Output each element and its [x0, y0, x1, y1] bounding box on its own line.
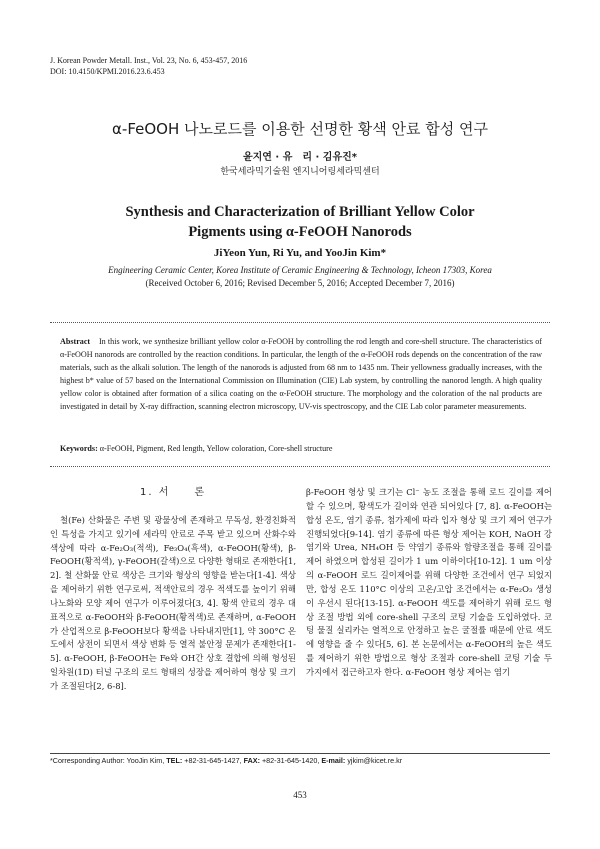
- keywords-label: Keywords:: [60, 444, 98, 453]
- tel-label: TEL:: [166, 756, 183, 765]
- title-english-line-1: Synthesis and Characterization of Brilliant Yellow Color: [125, 204, 475, 220]
- body-paragraph-left: 철(Fe) 산화물은 주변 및 광물상에 존재하고 무독성, 환경친화적인 특성을 가지고 있기에 세라믹 안료로 주목 받고 있으며 산화수와 색상에 따라 α-Fe₂O₃(적색), Fe₃O₄(흑색), α-FeOOH(황색), β-FeOOH(황적색), γ-FeOOH(갈색)으로 다양한 형태로 존재한다[1, 2]. 철 산화물 안료 색상은 크기와 형상의 영향을 받는다[1-4]. 색상을 제어하기 위한 연구로써, 적색안료의 경우 적색도를 높이기 위해 나노화와 모양 제어 연구가 이루어졌다[3, 4]. 황색 안료의 경우 대표적으로 α-FeOOH와 β-FeOOH(황적색)로 존재하며, α-FeOOH가 산업적으로 β-FeOOH보다 황색을 나타내지만[1], 약 300°C 온도에서 상전이 되면서 색상 변화 등 열적 불안정 문제가 존재한다[1-5]. α-FeOOH, β-FeOOH는 Fe와 OH간 상호 결합에 의해 형성된 일차원(1D) 터널 구조의 로드 형태의 성장을 제어하여 형상 및 크기가 조절된다[2, 6-8].: [50, 514, 296, 691]
- abstract-label: Abstract: [60, 337, 91, 346]
- authors-korean: 윤지연 · 유 리 · 김유진*: [242, 152, 358, 163]
- keywords-text: α-FeOOH, Pigment, Red length, Yellow coloration, Core-shell structure: [99, 444, 333, 453]
- title-english: [0, 202, 600, 242]
- corresponding-author-footnote: [50, 756, 402, 765]
- title-english-line-2: Pigments using α-FeOOH Nanorods: [188, 224, 412, 240]
- authors-english: JiYeon Yun, Ri Yu, and YooJin Kim*: [213, 247, 387, 259]
- journal-doi: DOI: 10.4150/KPMI.2016.23.6.453: [50, 67, 165, 76]
- journal-citation: J. Korean Powder Metall. Inst., Vol. 23, No. 6, 453-457, 2016: [50, 56, 248, 65]
- divider-top: [50, 322, 550, 323]
- received-dates: (Received October 6, 2016; Revised December 5, 2016; Accepted December 7, 2016): [145, 278, 455, 288]
- page-number: 453: [293, 790, 307, 800]
- email-label: E-mail:: [321, 756, 346, 765]
- fax-label: FAX:: [243, 756, 260, 765]
- tel-value: +82-31-645-1427,: [184, 756, 242, 765]
- abstract: [60, 336, 542, 413]
- title-korean: α-FeOOH 나노로드를 이용한 선명한 황색 안료 합성 연구: [112, 120, 488, 138]
- affiliation-english: Engineering Ceramic Center, Korea Institute of Ceramic Engineering & Technology, Icheon 17303, Korea: [108, 265, 492, 275]
- body-paragraph-right: β-FeOOH 형상 및 크기는 Cl⁻ 농도 조절을 통해 로드 길이를 제어할 수 있으며, 황색도가 길이와 연관 되어있다 [7, 8]. α-FeOOH는 합성 온도, 염기 종류, 첨가제에 따라 입자 형상 및 크기 제어 연구가 진행되었다[9-14]. 염기 종류에 따른 형상 제어는 KOH, NaOH 강염기와 Urea, NH₄OH 등 약염기 종류와 함량조절을 통해 길이를 제어 하였으며 합성된 길이가 1 um 이하이다[10-12]. 1 um 이상의 α-FeOOH 로드 길이제어를 위해 다양한 조건에서 연구 되었지만, 합성 온도 110°C 이상의 고온/고압 조건에서는 α-Fe₂O₃ 생성이 우선시 된다[13-15]. α-FeOOH 색도를 제어하기 위해 로드 형상 조절 방법 외에 core-shell 구조의 코팅 기술을 도입하였다. 코팅 물질 실리카는 열적으로 안정하고 높은 굴절률 때문에 안료 색도에 영향을 줄 수 있다[5, 6]. 본 논문에서는 α-FeOOH의 높은 색도를 제어하기 위한 방법으로 형상 조절과 core-shell 코팅 기술 두 가지에서 접근하고자 한다. α-FeOOH 형상 제어는 염기: [306, 487, 552, 677]
- abstract-text: In this work, we synthesize brilliant yellow color α-FeOOH by controlling the rod length and core-shell structure. The characteristics of α-FeOOH nanorods are controlled by the reaction conditions. In particular, the length of the α-FeOOH rods depends on the concentration of the raw materials, such as the alkali solution. The length of the nanorods is adjusted from 68 nm to 1435 nm. Their yellowness gradually increases, with the highest b* value of 57 based on the International Commission on Illumination (CIE) Lab system, by controlling the nanorod length. A high quality yellow color is obtained after formation of a silica coating on the α-FeOOH structure. The morphology and the coloration of the nal products are investigated in detail by X-ray diffraction, scanning electron microscopy, UV-vis spectroscopy, and the CIE Lab color parameter measurements.: [60, 337, 542, 411]
- journal-header: [50, 55, 247, 77]
- email-value[interactable]: yjkim@kicet.re.kr: [347, 756, 403, 765]
- fax-value: +82-31-645-1420,: [261, 756, 320, 765]
- divider-bottom: [50, 466, 550, 467]
- keywords: [60, 444, 542, 453]
- body-column-left: [50, 486, 296, 694]
- corresponding-prefix: *Corresponding Author: YooJin Kim,: [50, 756, 165, 765]
- section-heading-introduction: 1. 서 론: [139, 487, 207, 498]
- footnote-rule: [50, 753, 550, 754]
- body-column-right: [306, 486, 552, 680]
- affiliation-korean: 한국세라믹기술원 엔지니어링세라믹센터: [220, 167, 380, 177]
